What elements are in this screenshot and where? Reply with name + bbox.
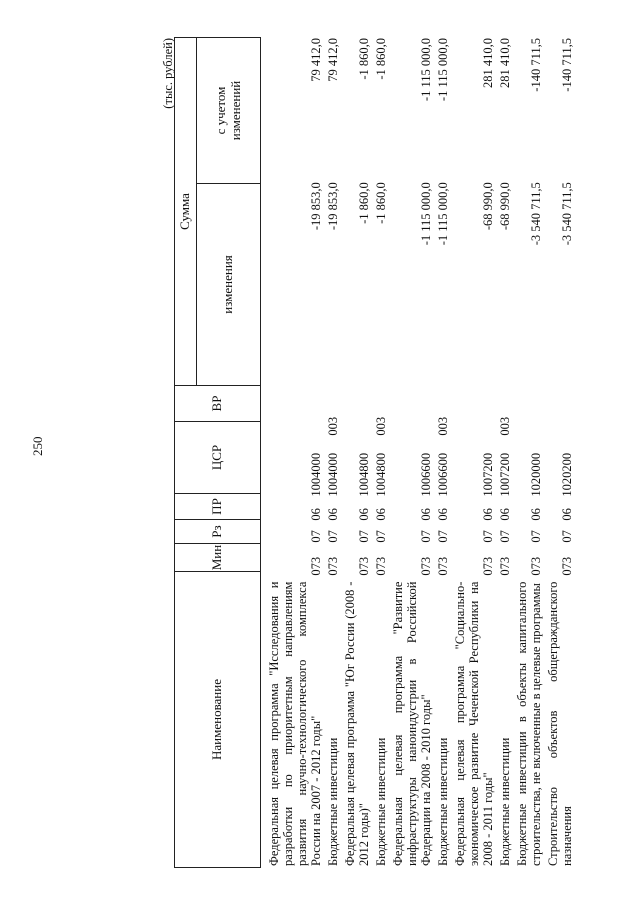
unit-label: (тыс. рублей)	[161, 38, 175, 109]
row-vr: 003	[374, 416, 388, 436]
row-name: Бюджетные инвестиции	[436, 737, 450, 866]
row-rz: 07	[309, 530, 323, 543]
page-number: 250	[30, 436, 45, 456]
header-rz: Рз	[175, 519, 261, 543]
row-pr: 06	[498, 508, 512, 521]
header-with-changes: с учетом изменений	[197, 37, 261, 183]
table-row	[497, 38, 514, 868]
row-total: -1 860,0	[374, 38, 388, 80]
header-csr: ЦСР	[175, 421, 261, 493]
row-codes	[498, 390, 512, 576]
row-codes	[436, 390, 450, 576]
table-header	[174, 37, 261, 868]
row-min: 073	[560, 556, 574, 576]
row-change: -1 860,0	[357, 182, 371, 224]
row-pr: 06	[309, 508, 323, 521]
table-row	[452, 38, 497, 868]
header-min: Мин	[175, 543, 261, 571]
row-min: 073	[419, 556, 433, 576]
row-pr: 06	[374, 508, 388, 521]
table-row	[390, 38, 435, 868]
table-body	[266, 38, 576, 868]
row-change: -68 990,0	[481, 182, 495, 231]
table-row	[514, 38, 545, 868]
table-row	[545, 38, 576, 868]
row-pr: 06	[560, 508, 574, 521]
table-row	[342, 38, 373, 868]
row-vr: 003	[436, 416, 450, 436]
row-codes	[560, 390, 574, 576]
row-csr: 1006600	[419, 452, 433, 497]
row-total: -1 860,0	[357, 38, 371, 80]
row-name: Федеральная целевая программа "Исследования и разработки по приоритетным направлениям развития научно-технологического комплекса России на 2007 - 2012 годы"	[267, 581, 323, 866]
row-vr	[419, 390, 433, 436]
row-rz: 07	[419, 530, 433, 543]
row-csr: 1004000	[326, 452, 340, 497]
header-change: изменения	[197, 183, 261, 385]
table-row	[266, 38, 325, 868]
row-min: 073	[436, 556, 450, 576]
table-row	[373, 38, 390, 868]
table-row	[435, 38, 452, 868]
row-vr	[481, 390, 495, 436]
row-vr	[309, 390, 323, 436]
row-rz: 07	[357, 530, 371, 543]
row-rz: 07	[498, 530, 512, 543]
header-sum: Сумма	[175, 37, 197, 385]
row-csr: 1006600	[436, 452, 450, 497]
row-change: -3 540 711,5	[560, 182, 574, 246]
row-csr: 1007200	[481, 452, 495, 497]
row-pr: 06	[419, 508, 433, 521]
row-pr: 06	[529, 508, 543, 521]
row-name: Строительство объектов общегражданского назначения	[546, 581, 574, 866]
row-csr: 1004000	[309, 452, 323, 497]
row-change: -68 990,0	[498, 182, 512, 231]
header-pr: ПР	[175, 493, 261, 519]
row-min: 073	[326, 556, 340, 576]
row-vr	[560, 390, 574, 436]
row-codes	[529, 390, 543, 576]
row-vr	[357, 390, 371, 436]
row-change: -1 860,0	[374, 182, 388, 224]
row-vr	[529, 390, 543, 436]
row-csr: 1004800	[357, 452, 371, 497]
row-vr: 003	[326, 416, 340, 436]
row-codes	[374, 390, 388, 576]
row-change: -1 115 000,0	[436, 182, 450, 246]
table-row	[325, 38, 342, 868]
row-rz: 07	[436, 530, 450, 543]
row-codes	[309, 390, 323, 576]
row-min: 073	[357, 556, 371, 576]
row-total: -140 711,5	[529, 38, 543, 92]
row-name: Федеральная целевая программа "Развитие инфраструктуры наноиндустрии в Российской Федерации на 2008 - 2010 годы"	[391, 581, 433, 866]
row-csr: 1007200	[498, 452, 512, 497]
row-pr: 06	[481, 508, 495, 521]
row-rz: 07	[529, 530, 543, 543]
row-change: -1 115 000,0	[419, 182, 433, 246]
row-name: Федеральная целевая программа "Социально-экономическое развитие Чеченской Республики на 2008 - 2011 годы"	[453, 581, 495, 866]
row-codes	[326, 390, 340, 576]
row-total: 281 410,0	[498, 38, 512, 88]
row-total: -140 711,5	[560, 38, 574, 92]
row-name: Федеральная целевая программа "Юг России (2008 - 2012 годы)"	[343, 581, 371, 866]
row-pr: 06	[326, 508, 340, 521]
row-change: -19 853,0	[309, 182, 323, 231]
row-min: 073	[309, 556, 323, 576]
row-name: Бюджетные инвестиции	[374, 737, 388, 866]
row-codes	[481, 390, 495, 576]
row-rz: 07	[481, 530, 495, 543]
row-total: -1 115 000,0	[419, 38, 433, 102]
row-min: 073	[498, 556, 512, 576]
row-min: 073	[374, 556, 388, 576]
row-change: -19 853,0	[326, 182, 340, 231]
row-pr: 06	[357, 508, 371, 521]
row-total: 281 410,0	[481, 38, 495, 88]
header-name: Наименование	[175, 571, 261, 867]
row-vr: 003	[498, 416, 512, 436]
row-name: Бюджетные инвестиции	[498, 737, 512, 866]
row-change: -3 540 711,5	[529, 182, 543, 246]
row-rz: 07	[560, 530, 574, 543]
row-codes	[419, 390, 433, 576]
budget-table-page	[160, 38, 574, 868]
row-total: -1 115 000,0	[436, 38, 450, 102]
row-name: Бюджетные инвестиции	[326, 737, 340, 866]
row-csr: 1020200	[560, 452, 574, 497]
row-rz: 07	[374, 530, 388, 543]
row-min: 073	[529, 556, 543, 576]
row-rz: 07	[326, 530, 340, 543]
row-name: Бюджетные инвестиции в объекты капитального строительства, не включенные в целевые программы	[515, 581, 543, 866]
row-codes	[357, 390, 371, 576]
row-pr: 06	[436, 508, 450, 521]
header-vr: ВР	[175, 385, 261, 421]
row-csr: 1004800	[374, 452, 388, 497]
row-min: 073	[481, 556, 495, 576]
row-total: 79 412,0	[309, 38, 323, 82]
row-total: 79 412,0	[326, 38, 340, 82]
row-csr: 1020000	[529, 452, 543, 497]
